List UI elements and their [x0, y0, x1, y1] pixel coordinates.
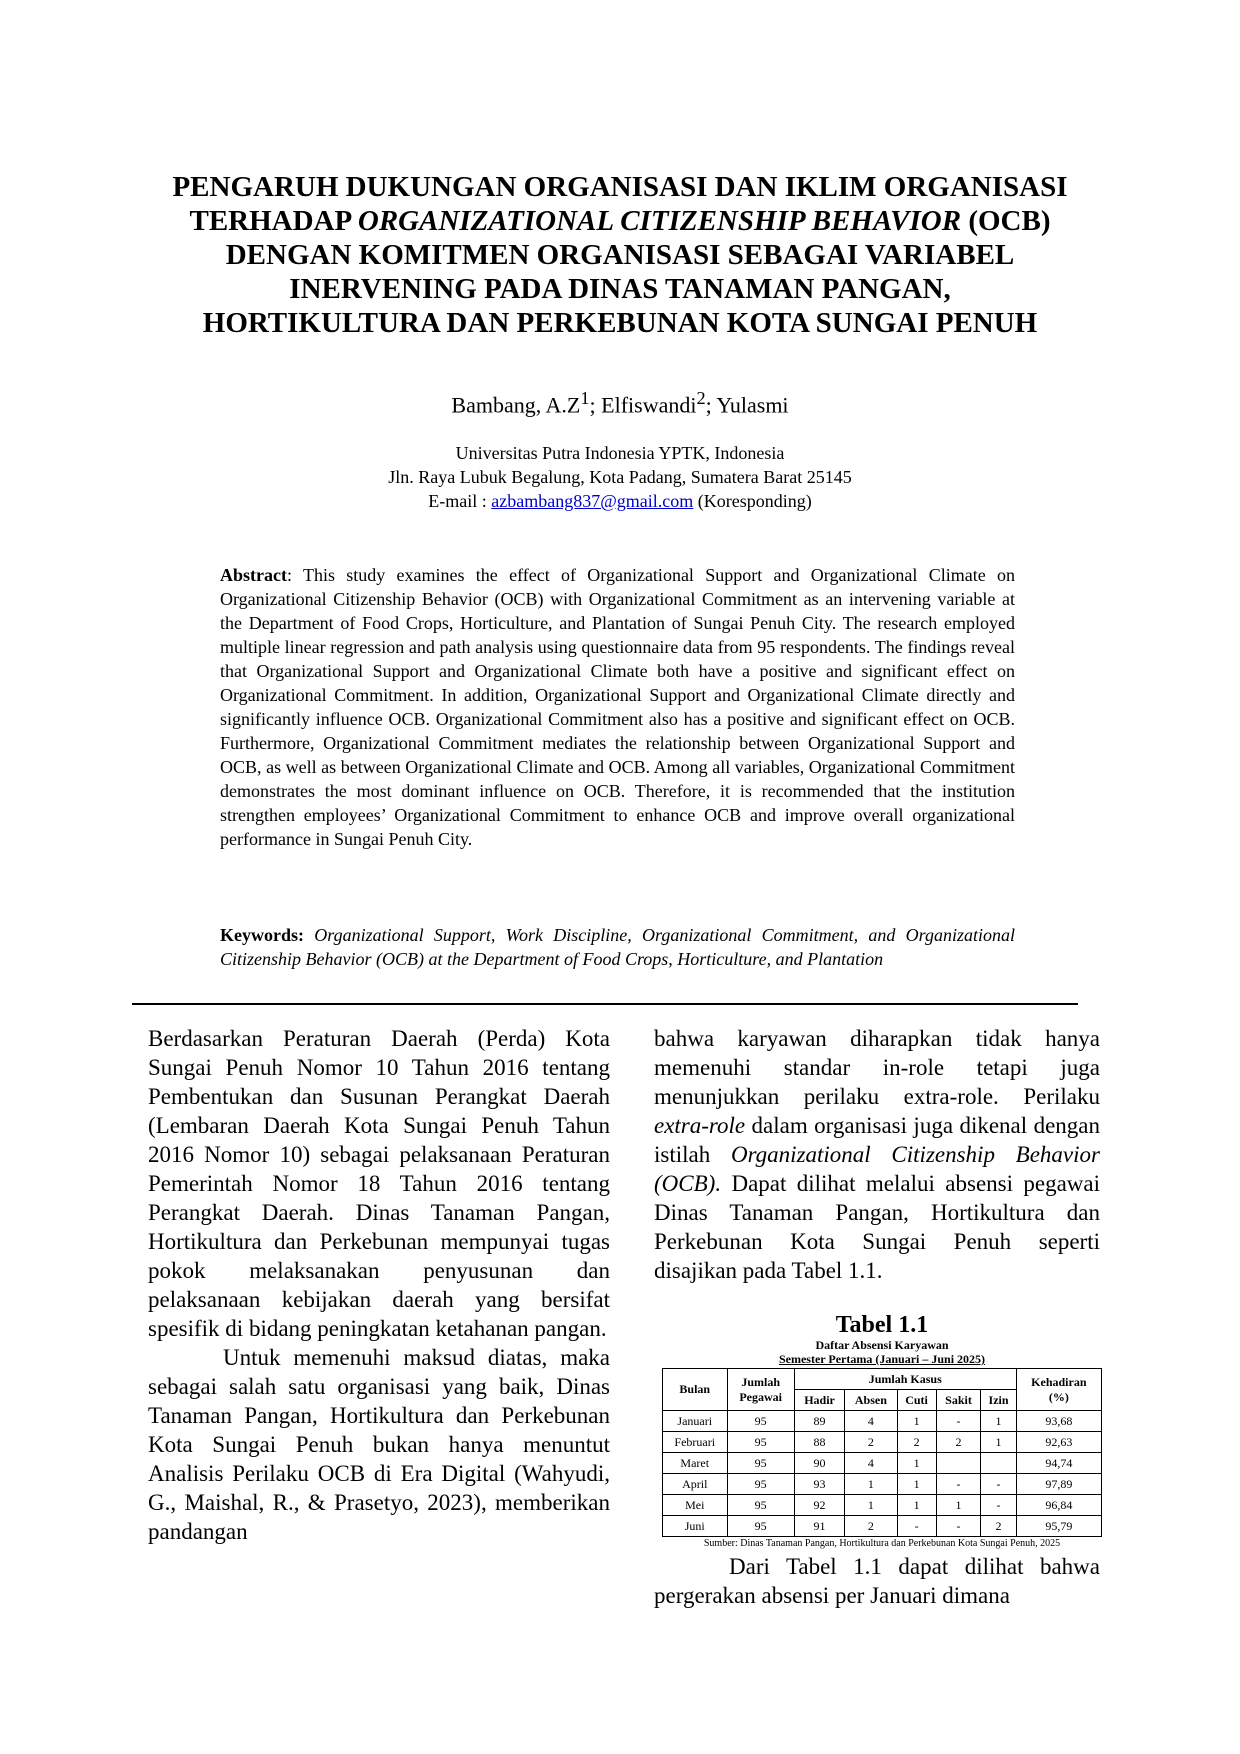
- cell: 1: [981, 1411, 1016, 1432]
- table-body: [663, 1411, 1102, 1537]
- body-paragraph-3: [654, 1024, 1100, 1285]
- title-line-2: [120, 204, 1120, 238]
- abstract-label: Abstract: [220, 565, 287, 585]
- cell: 2: [845, 1516, 897, 1537]
- title-line-4: INERVENING PADA DINAS TANAMAN PANGAN,: [289, 273, 951, 305]
- author-3: ; Yulasmi: [705, 392, 789, 418]
- right-seg-1: bahwa karyawan diharapkan tidak hanya memenuhi standar in-role tetapi juga menunjukkan perilaku extra-role. Perilaku: [654, 1026, 1100, 1109]
- section-divider: [132, 1003, 1078, 1005]
- cell: 95: [727, 1411, 794, 1432]
- cell: 88: [794, 1432, 844, 1453]
- cell: 2: [897, 1432, 936, 1453]
- cell: [936, 1453, 981, 1474]
- author-1-affil-marker: 1: [580, 388, 590, 408]
- header-bulan: Bulan: [663, 1369, 728, 1411]
- cell: [981, 1453, 1016, 1474]
- cell: 1: [897, 1495, 936, 1516]
- table-row: [663, 1453, 1102, 1474]
- right-seg-2: extra-role: [654, 1113, 746, 1138]
- cell: 1: [981, 1432, 1016, 1453]
- abstract: [220, 563, 1015, 851]
- header-cuti: Cuti: [897, 1390, 936, 1411]
- table-1-1: [662, 1312, 1102, 1550]
- body-right-column-continued: [654, 1552, 1100, 1610]
- cell: Februari: [663, 1432, 728, 1453]
- cell: 1: [936, 1495, 981, 1516]
- keywords-label: Keywords:: [220, 925, 304, 945]
- cell: Mei: [663, 1495, 728, 1516]
- affiliation-block: [120, 441, 1120, 513]
- table-row: [663, 1474, 1102, 1495]
- cell: 93,68: [1016, 1411, 1101, 1432]
- cell: 96,84: [1016, 1495, 1101, 1516]
- cell: 4: [845, 1411, 897, 1432]
- header-izin: Izin: [981, 1390, 1016, 1411]
- cell: April: [663, 1474, 728, 1495]
- body-paragraph-4: Dari Tabel 1.1 dapat dilihat bahwa pergerakan absensi per Januari dimana: [654, 1554, 1100, 1608]
- table-title: Tabel 1.1: [835, 1312, 929, 1338]
- abstract-text: : This study examines the effect of Organizational Support and Organizational Climate on Organizational Citizenship Behavior (OCB) with Organizational Commitment as an intervening variable at the Department of Food Crops, Horticulture, and Plantation of Sungai Penuh City. The research employed multiple linear regression and path analysis using questionnaire data from 95 respondents. The findings reveal that Organizational Support and Organizational Climate both have a positive and significant effect on Organizational Commitment. In addition, Organizational Support and Organizational Climate directly and significantly influence OCB. Organizational Commitment also has a positive and significant effect on OCB. Furthermore, Organizational Commitment mediates the relationship between Organizational Support and OCB, as well as between Organizational Climate and OCB. Among all variables, Organizational Commitment demonstrates the most dominant influence on OCB. Therefore, it is recommended that the institution strengthen employees’ Organizational Commitment to enhance OCB and improve overall organizational performance in Sungai Penuh City.: [220, 565, 1015, 849]
- header-sakit: Sakit: [936, 1390, 981, 1411]
- cell: 94,74: [1016, 1453, 1101, 1474]
- keywords: [220, 923, 1015, 971]
- right-seg-3: dalam organisasi juga dikenal dengan istilah: [654, 1113, 1100, 1167]
- cell: 95: [727, 1474, 794, 1495]
- email-line: [120, 489, 1120, 513]
- cell: 95: [727, 1495, 794, 1516]
- cell: -: [936, 1516, 981, 1537]
- title-line-2-italic: ORGANIZATIONAL CITIZENSHIP BEHAVIOR: [357, 205, 962, 237]
- cell: 1: [845, 1474, 897, 1495]
- cell: Juni: [663, 1516, 728, 1537]
- header-jumlah-pegawai: Jumlah Pegawai: [727, 1369, 794, 1411]
- cell: 1: [845, 1495, 897, 1516]
- title-line-2-prefix: TERHADAP: [189, 205, 358, 237]
- table-row: [663, 1411, 1102, 1432]
- institution: Universitas Putra Indonesia YPTK, Indonesia: [455, 443, 785, 463]
- table-subtitle: Daftar Absensi Karyawan: [815, 1338, 949, 1352]
- cell: 92,63: [1016, 1432, 1101, 1453]
- body-left-column: [148, 1024, 610, 1546]
- cell: -: [981, 1495, 1016, 1516]
- cell: 2: [845, 1432, 897, 1453]
- table-row: [663, 1516, 1102, 1537]
- cell: 1: [897, 1453, 936, 1474]
- email-note: (Koresponding): [693, 491, 812, 511]
- body-paragraph-1: Berdasarkan Peraturan Daerah (Perda) Kota Sungai Penuh Nomor 10 Tahun 2016 tentang Pembentukan dan Susunan Perangkat Daerah (Lembaran Daerah Kota Sungai Penuh Tahun 2016 Nomor 10) sebagai pelaksanaan Peraturan Pemerintah Nomor 18 Tahun 2016 tentang Perangkat Daerah. Dinas Tanaman Pangan, Hortikultura dan Perkebunan mempunyai tugas pokok melaksanakan penyusunan dan pelaksanaan kebijakan daerah yang bersifat spesifik di bidang peningkatan ketahanan pangan.: [148, 1026, 610, 1341]
- cell: 89: [794, 1411, 844, 1432]
- cell: 1: [897, 1411, 936, 1432]
- email-label: E-mail :: [428, 491, 492, 511]
- cell: Maret: [663, 1453, 728, 1474]
- table-row: [663, 1432, 1102, 1453]
- body-right-column: [654, 1024, 1100, 1285]
- cell: 4: [845, 1453, 897, 1474]
- cell: -: [936, 1411, 981, 1432]
- table-subtitle-2: Semester Pertama (Januari – Juni 2025): [778, 1352, 986, 1366]
- title-line-2-suffix: (OCB): [961, 205, 1051, 237]
- author-list: [120, 388, 1120, 418]
- right-seg-5: Dapat dilihat melalui absensi pegawai Dinas Tanaman Pangan, Hortikultura dan Perkebunan Kota Sungai Penuh seperti disajikan pada Tabel 1.1.: [654, 1171, 1100, 1283]
- cell: 95: [727, 1516, 794, 1537]
- cell: 93: [794, 1474, 844, 1495]
- cell: 91: [794, 1516, 844, 1537]
- cell: -: [981, 1474, 1016, 1495]
- cell: -: [936, 1474, 981, 1495]
- cell: Januari: [663, 1411, 728, 1432]
- author-2: ; Elfiswandi: [589, 392, 697, 418]
- table-source: Sumber: Dinas Tanaman Pangan, Hortikultura dan Perkebunan Kota Sungai Penuh, 2025: [703, 1538, 1061, 1549]
- cell: 90: [794, 1453, 844, 1474]
- email-link[interactable]: azbambang837@gmail.com: [491, 491, 694, 511]
- header-hadir: Hadir: [794, 1390, 844, 1411]
- title-line-5: HORTIKULTURA DAN PERKEBUNAN KOTA SUNGAI PENUH: [202, 307, 1038, 339]
- cell: 2: [936, 1432, 981, 1453]
- author-1: Bambang, A.Z: [451, 392, 581, 418]
- header-kehadiran: Kehadiran (%): [1016, 1369, 1101, 1411]
- header-jumlah-kasus: Jumlah Kasus: [794, 1369, 1016, 1390]
- right-seg-4: Organizational Citizenship Behavior (OCB).: [654, 1142, 1100, 1196]
- cell: -: [897, 1516, 936, 1537]
- cell: 2: [981, 1516, 1016, 1537]
- cell: 95,79: [1016, 1516, 1101, 1537]
- cell: 95: [727, 1432, 794, 1453]
- table-header-row: [663, 1369, 1102, 1390]
- body-paragraph-2: Untuk memenuhi maksud diatas, maka sebagai salah satu organisasi yang baik, Dinas Tanaman Pangan, Hortikultura dan Perkebunan Kota Sungai Penuh bukan hanya menuntut Analisis Perilaku OCB di Era Digital (Wahyudi, G., Maishal, R., & Prasetyo, 2023), memberikan pandangan: [148, 1345, 610, 1544]
- paper-title: [120, 170, 1120, 340]
- table-row: [663, 1495, 1102, 1516]
- header-absen: Absen: [845, 1390, 897, 1411]
- keywords-text: Organizational Support, Work Discipline, Organizational Commitment, and Organizational Citizenship Behavior (OCB) at the Department of Food Crops, Horticulture, and Plantation: [220, 925, 1016, 969]
- title-line-3: DENGAN KOMITMEN ORGANISASI SEBAGAI VARIABEL: [225, 239, 1015, 271]
- author-2-affil-marker: 2: [696, 388, 706, 408]
- cell: 97,89: [1016, 1474, 1101, 1495]
- title-line-1: PENGARUH DUKUNGAN ORGANISASI DAN IKLIM ORGANISASI: [172, 171, 1068, 203]
- address: Jln. Raya Lubuk Begalung, Kota Padang, Sumatera Barat 25145: [388, 467, 852, 487]
- cell: 92: [794, 1495, 844, 1516]
- attendance-table: [662, 1368, 1102, 1537]
- cell: 95: [727, 1453, 794, 1474]
- cell: 1: [897, 1474, 936, 1495]
